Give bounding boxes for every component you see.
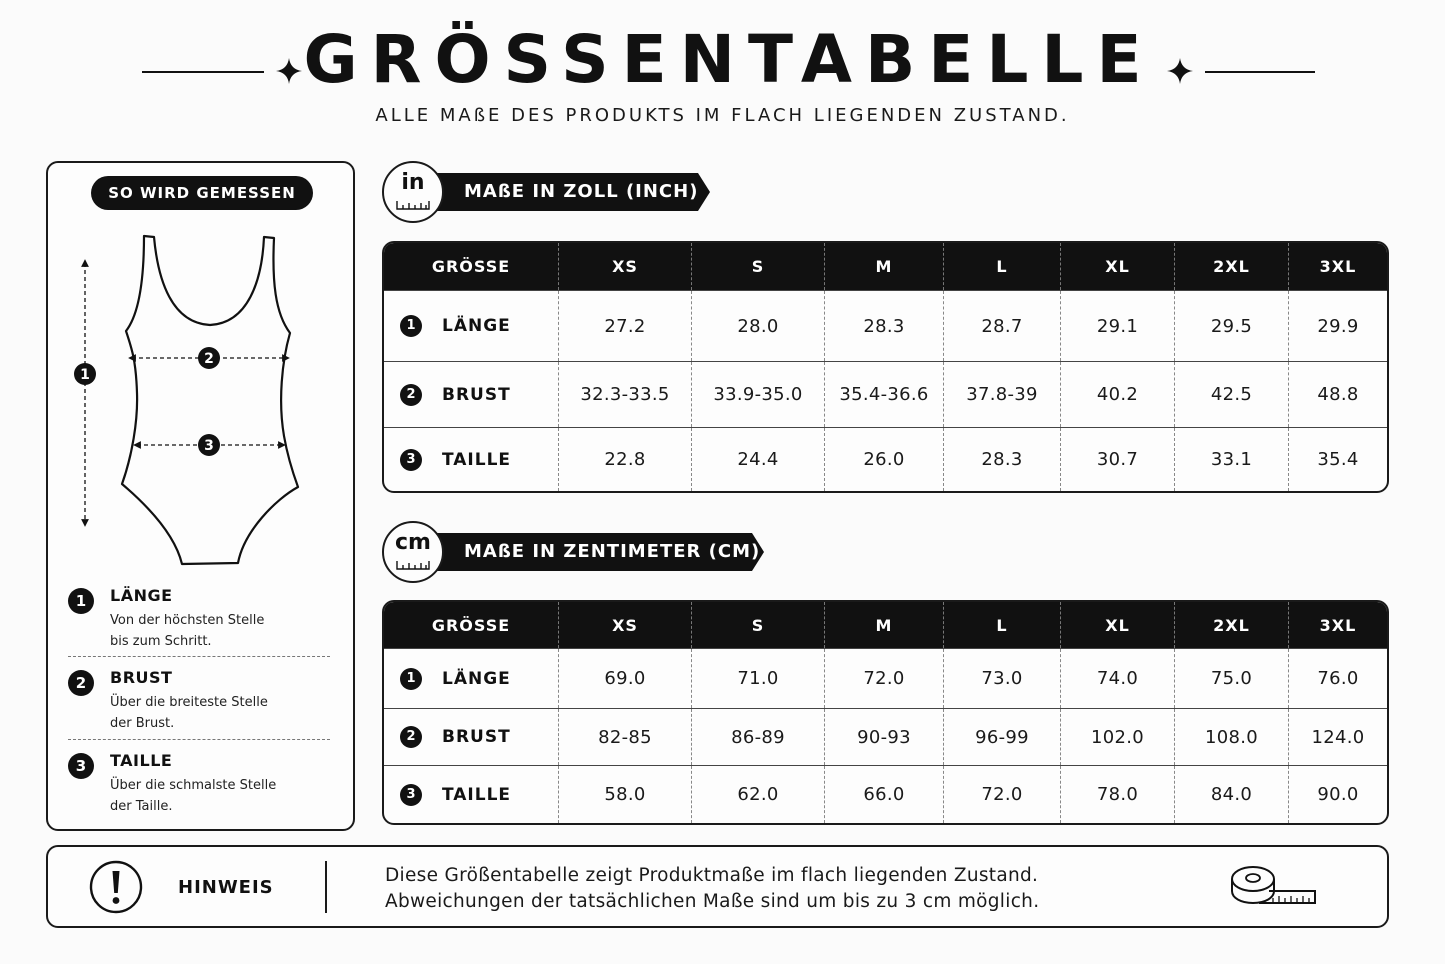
column-header-s bbox=[691, 243, 824, 290]
column-header-label: XS bbox=[612, 257, 638, 276]
table-cell: 27.2 bbox=[558, 291, 691, 361]
column-header-size bbox=[384, 602, 558, 648]
row-number: 3 bbox=[400, 784, 422, 806]
row-number: 1 bbox=[400, 315, 422, 337]
table-cell: 72.0 bbox=[824, 649, 943, 708]
cm-unit-badge bbox=[382, 521, 444, 583]
legend-description bbox=[110, 692, 310, 734]
table-row-length bbox=[384, 648, 1387, 708]
column-header-label: M bbox=[875, 615, 893, 635]
measure-guide-panel bbox=[46, 161, 355, 831]
table-cell: 35.4 bbox=[1288, 428, 1387, 491]
legend-desc-line: der Taille. bbox=[110, 799, 173, 814]
table-cell: 58.0 bbox=[558, 766, 691, 823]
table-row-waist bbox=[384, 765, 1387, 823]
ruler-icon bbox=[396, 199, 430, 211]
table-cell: 37.8-39 bbox=[943, 362, 1060, 427]
row-label: BRUST bbox=[442, 384, 511, 405]
column-header-3xl bbox=[1288, 243, 1387, 290]
table-header-row bbox=[384, 602, 1387, 648]
column-header-label: 3XL bbox=[1319, 257, 1357, 276]
legend-title: LÄNGE bbox=[110, 586, 173, 605]
column-header-size bbox=[384, 243, 558, 290]
row-number: 2 bbox=[400, 384, 422, 406]
note-title: HINWEIS bbox=[178, 877, 274, 898]
table-cell: 72.0 bbox=[943, 766, 1060, 823]
table-cell: 26.0 bbox=[824, 428, 943, 491]
table-row-waist bbox=[384, 427, 1387, 491]
table-cell: 30.7 bbox=[1060, 428, 1174, 491]
row-label: TAILLE bbox=[442, 449, 512, 470]
table-header-row bbox=[384, 243, 1387, 290]
note-divider bbox=[325, 861, 327, 913]
page-title: GRÖSSENTABELLE bbox=[303, 21, 1155, 98]
exclamation-icon bbox=[89, 860, 143, 914]
table-cell: 29.1 bbox=[1060, 291, 1174, 361]
page-subtitle: ALLE MAßE DES PRODUKTS IM FLACH LIEGENDEN ZUSTAND. bbox=[375, 105, 1070, 126]
table-cell: 108.0 bbox=[1174, 709, 1288, 765]
table-cell: 28.7 bbox=[943, 291, 1060, 361]
row-label-cell bbox=[384, 649, 558, 708]
table-cell: 40.2 bbox=[1060, 362, 1174, 427]
table-cell: 75.0 bbox=[1174, 649, 1288, 708]
column-header-label: XL bbox=[1105, 257, 1130, 276]
column-header-label: L bbox=[996, 615, 1008, 635]
row-label: LÄNGE bbox=[442, 668, 511, 689]
legend-number: 1 bbox=[68, 588, 94, 614]
cm-section-label bbox=[382, 521, 772, 583]
legend-divider bbox=[68, 739, 330, 740]
column-header-xl bbox=[1060, 243, 1174, 290]
column-header-s bbox=[691, 602, 824, 648]
table-cell: 28.3 bbox=[824, 291, 943, 361]
column-header-label: S bbox=[751, 615, 765, 635]
table-cell: 74.0 bbox=[1060, 649, 1174, 708]
legend-desc-line: der Brust. bbox=[110, 716, 175, 731]
column-header-label: XS bbox=[612, 615, 638, 635]
length-mark-label: 1 bbox=[80, 367, 90, 383]
table-cell: 82-85 bbox=[558, 709, 691, 765]
legend-description bbox=[110, 610, 310, 652]
table-cell: 28.0 bbox=[691, 291, 824, 361]
legend-description bbox=[110, 775, 310, 817]
column-header-l bbox=[943, 602, 1060, 648]
note-box bbox=[46, 845, 1389, 928]
table-cell: 33.1 bbox=[1174, 428, 1288, 491]
row-label-cell bbox=[384, 766, 558, 823]
table-cell: 22.8 bbox=[558, 428, 691, 491]
waist-mark-label: 3 bbox=[204, 438, 214, 454]
table-cell: 33.9-35.0 bbox=[691, 362, 824, 427]
legend-desc-line: Über die breiteste Stelle bbox=[110, 695, 268, 710]
column-header-label: 3XL bbox=[1319, 615, 1357, 635]
column-header-m bbox=[824, 243, 943, 290]
table-cell: 24.4 bbox=[691, 428, 824, 491]
measure-guide-title: SO WIRD GEMESSEN bbox=[91, 176, 313, 210]
inch-section-label bbox=[382, 161, 712, 223]
column-header-label: GRÖSSE bbox=[431, 257, 511, 276]
table-cell: 78.0 bbox=[1060, 766, 1174, 823]
legend-divider bbox=[68, 656, 330, 657]
column-header-m bbox=[824, 602, 943, 648]
table-cell: 69.0 bbox=[558, 649, 691, 708]
column-header-2xl bbox=[1174, 243, 1288, 290]
note-text bbox=[385, 863, 1039, 915]
ruler-icon bbox=[396, 559, 430, 571]
cm-unit-label: cm bbox=[395, 530, 431, 555]
table-cell: 102.0 bbox=[1060, 709, 1174, 765]
swimsuit-figure bbox=[62, 231, 322, 576]
table-row-chest bbox=[384, 361, 1387, 427]
table-cell: 76.0 bbox=[1288, 649, 1387, 708]
swimsuit-outline bbox=[122, 236, 298, 564]
row-label: LÄNGE bbox=[442, 316, 511, 336]
table-cell: 90-93 bbox=[824, 709, 943, 765]
table-cell: 29.9 bbox=[1288, 291, 1387, 361]
column-header-xs bbox=[558, 602, 691, 648]
column-header-label: S bbox=[751, 257, 765, 276]
measuring-tape-icon bbox=[1229, 861, 1321, 915]
column-header-label: M bbox=[875, 257, 893, 276]
row-label-cell bbox=[384, 291, 558, 361]
note-line: Abweichungen der tatsächlichen Maße sind um bis zu 3 cm möglich. bbox=[385, 891, 1040, 912]
column-header-2xl bbox=[1174, 602, 1288, 648]
chest-mark-label: 2 bbox=[204, 351, 214, 367]
legend-title: TAILLE bbox=[110, 751, 173, 770]
table-cell: 71.0 bbox=[691, 649, 824, 708]
legend-desc-line: Über die schmalste Stelle bbox=[110, 778, 277, 793]
inch-unit-label: in bbox=[401, 170, 425, 195]
table-cell: 90.0 bbox=[1288, 766, 1387, 823]
column-header-xl bbox=[1060, 602, 1174, 648]
table-cell: 124.0 bbox=[1288, 709, 1387, 765]
table-cell: 32.3-33.5 bbox=[558, 362, 691, 427]
legend-number: 2 bbox=[68, 670, 94, 696]
column-header-xs bbox=[558, 243, 691, 290]
legend-number: 3 bbox=[68, 753, 94, 779]
title-rule-right bbox=[1205, 71, 1315, 73]
row-label-cell bbox=[384, 362, 558, 427]
column-header-label: GRÖSSE bbox=[431, 615, 511, 635]
row-number: 1 bbox=[400, 668, 422, 690]
row-label: BRUST bbox=[442, 727, 511, 747]
legend-desc-line: bis zum Schritt. bbox=[110, 634, 212, 649]
table-cell: 42.5 bbox=[1174, 362, 1288, 427]
column-header-l bbox=[943, 243, 1060, 290]
row-label-cell bbox=[384, 709, 558, 765]
column-header-3xl bbox=[1288, 602, 1387, 648]
column-header-label: XL bbox=[1105, 615, 1130, 635]
table-cell: 96-99 bbox=[943, 709, 1060, 765]
table-cell: 48.8 bbox=[1288, 362, 1387, 427]
legend-desc-line: Von der höchsten Stelle bbox=[110, 613, 265, 628]
row-label: TAILLE bbox=[442, 784, 512, 805]
inch-heading: MAßE IN ZOLL (INCH) bbox=[464, 181, 699, 202]
table-cell: 29.5 bbox=[1174, 291, 1288, 361]
table-cell: 73.0 bbox=[943, 649, 1060, 708]
table-cell: 84.0 bbox=[1174, 766, 1288, 823]
row-label-cell bbox=[384, 428, 558, 491]
note-line: Diese Größentabelle zeigt Produktmaße im flach liegenden Zustand. bbox=[385, 865, 1039, 886]
column-header-label: L bbox=[996, 257, 1008, 276]
row-number: 3 bbox=[400, 449, 422, 471]
column-header-label: 2XL bbox=[1213, 615, 1250, 635]
sparkle-icon-right bbox=[1165, 56, 1195, 86]
table-cell: 62.0 bbox=[691, 766, 824, 823]
inch-unit-badge bbox=[382, 161, 444, 223]
table-cell: 66.0 bbox=[824, 766, 943, 823]
table-row-length bbox=[384, 290, 1387, 361]
cm-size-table bbox=[382, 600, 1389, 825]
header bbox=[0, 18, 1445, 98]
table-cell: 35.4-36.6 bbox=[824, 362, 943, 427]
row-number: 2 bbox=[400, 726, 422, 748]
legend-title: BRUST bbox=[110, 668, 173, 687]
cm-heading: MAßE IN ZENTIMETER (CM) bbox=[464, 541, 761, 562]
column-header-label: 2XL bbox=[1213, 257, 1250, 276]
inch-size-table bbox=[382, 241, 1389, 493]
table-cell: 28.3 bbox=[943, 428, 1060, 491]
table-row-chest bbox=[384, 708, 1387, 765]
table-cell: 86-89 bbox=[691, 709, 824, 765]
